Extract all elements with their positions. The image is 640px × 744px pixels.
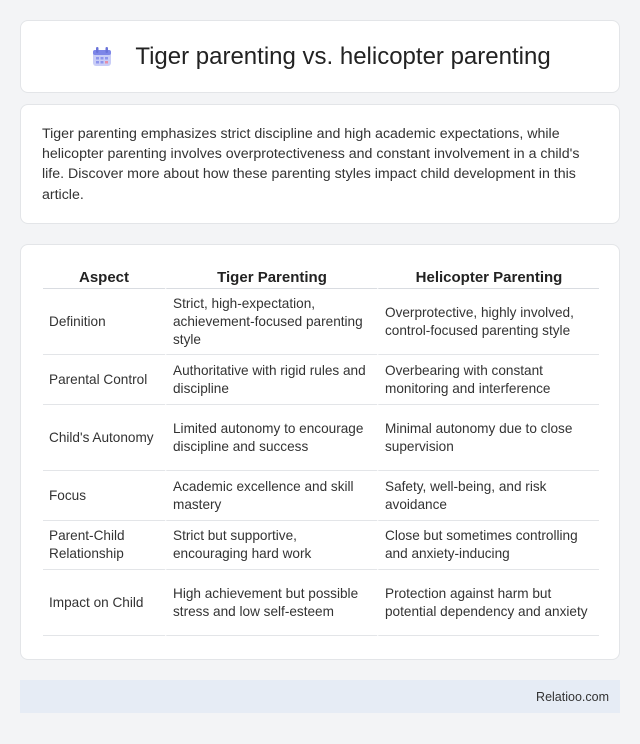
calendar-icon <box>89 44 115 70</box>
column-header-tiger: Tiger Parenting <box>165 267 377 289</box>
footer-brand: Relatioo.com <box>536 689 609 704</box>
intro-text: Tiger parenting emphasizes strict discipline and high academic expectations, while helicopter parenting involves overprotectiveness and constant involvement in a child's life. Discover more about how these parenting styles impact child development in this article. <box>42 126 580 203</box>
helicopter-cell: Safety, well-being, and risk avoidance <box>377 471 599 521</box>
table-header-row <box>43 267 599 289</box>
aspect-cell: Parental Control <box>43 355 165 405</box>
table-row <box>43 521 599 570</box>
table-row <box>43 289 599 355</box>
comparison-card <box>20 244 620 660</box>
helicopter-cell: Close but sometimes controlling and anxiety-inducing <box>377 521 599 570</box>
helicopter-cell: Overprotective, highly involved, control-focused parenting style <box>377 289 599 355</box>
aspect-cell: Impact on Child <box>43 570 165 636</box>
intro-card <box>20 104 620 224</box>
tiger-cell: Authoritative with rigid rules and discipline <box>165 355 377 405</box>
page-title: Tiger parenting vs. helicopter parenting <box>135 42 551 70</box>
tiger-cell: Strict, high-expectation, achievement-focused parenting style <box>165 289 377 355</box>
comparison-table <box>43 267 599 636</box>
table-row <box>43 355 599 405</box>
helicopter-cell: Overbearing with constant monitoring and interference <box>377 355 599 405</box>
table-row <box>43 405 599 471</box>
aspect-cell: Definition <box>43 289 165 355</box>
column-header-aspect: Aspect <box>43 267 165 289</box>
aspect-cell: Child's Autonomy <box>43 405 165 471</box>
footer <box>20 680 620 713</box>
aspect-cell: Focus <box>43 471 165 521</box>
table-row <box>43 570 599 636</box>
title-card <box>20 20 620 93</box>
tiger-cell: High achievement but possible stress and low self-esteem <box>165 570 377 636</box>
aspect-cell: Parent-Child Relationship <box>43 521 165 570</box>
helicopter-cell: Protection against harm but potential dependency and anxiety <box>377 570 599 636</box>
tiger-cell: Strict but supportive, encouraging hard work <box>165 521 377 570</box>
tiger-cell: Limited autonomy to encourage discipline and success <box>165 405 377 471</box>
table-row <box>43 471 599 521</box>
helicopter-cell: Minimal autonomy due to close supervision <box>377 405 599 471</box>
column-header-helicopter: Helicopter Parenting <box>377 267 599 289</box>
tiger-cell: Academic excellence and skill mastery <box>165 471 377 521</box>
